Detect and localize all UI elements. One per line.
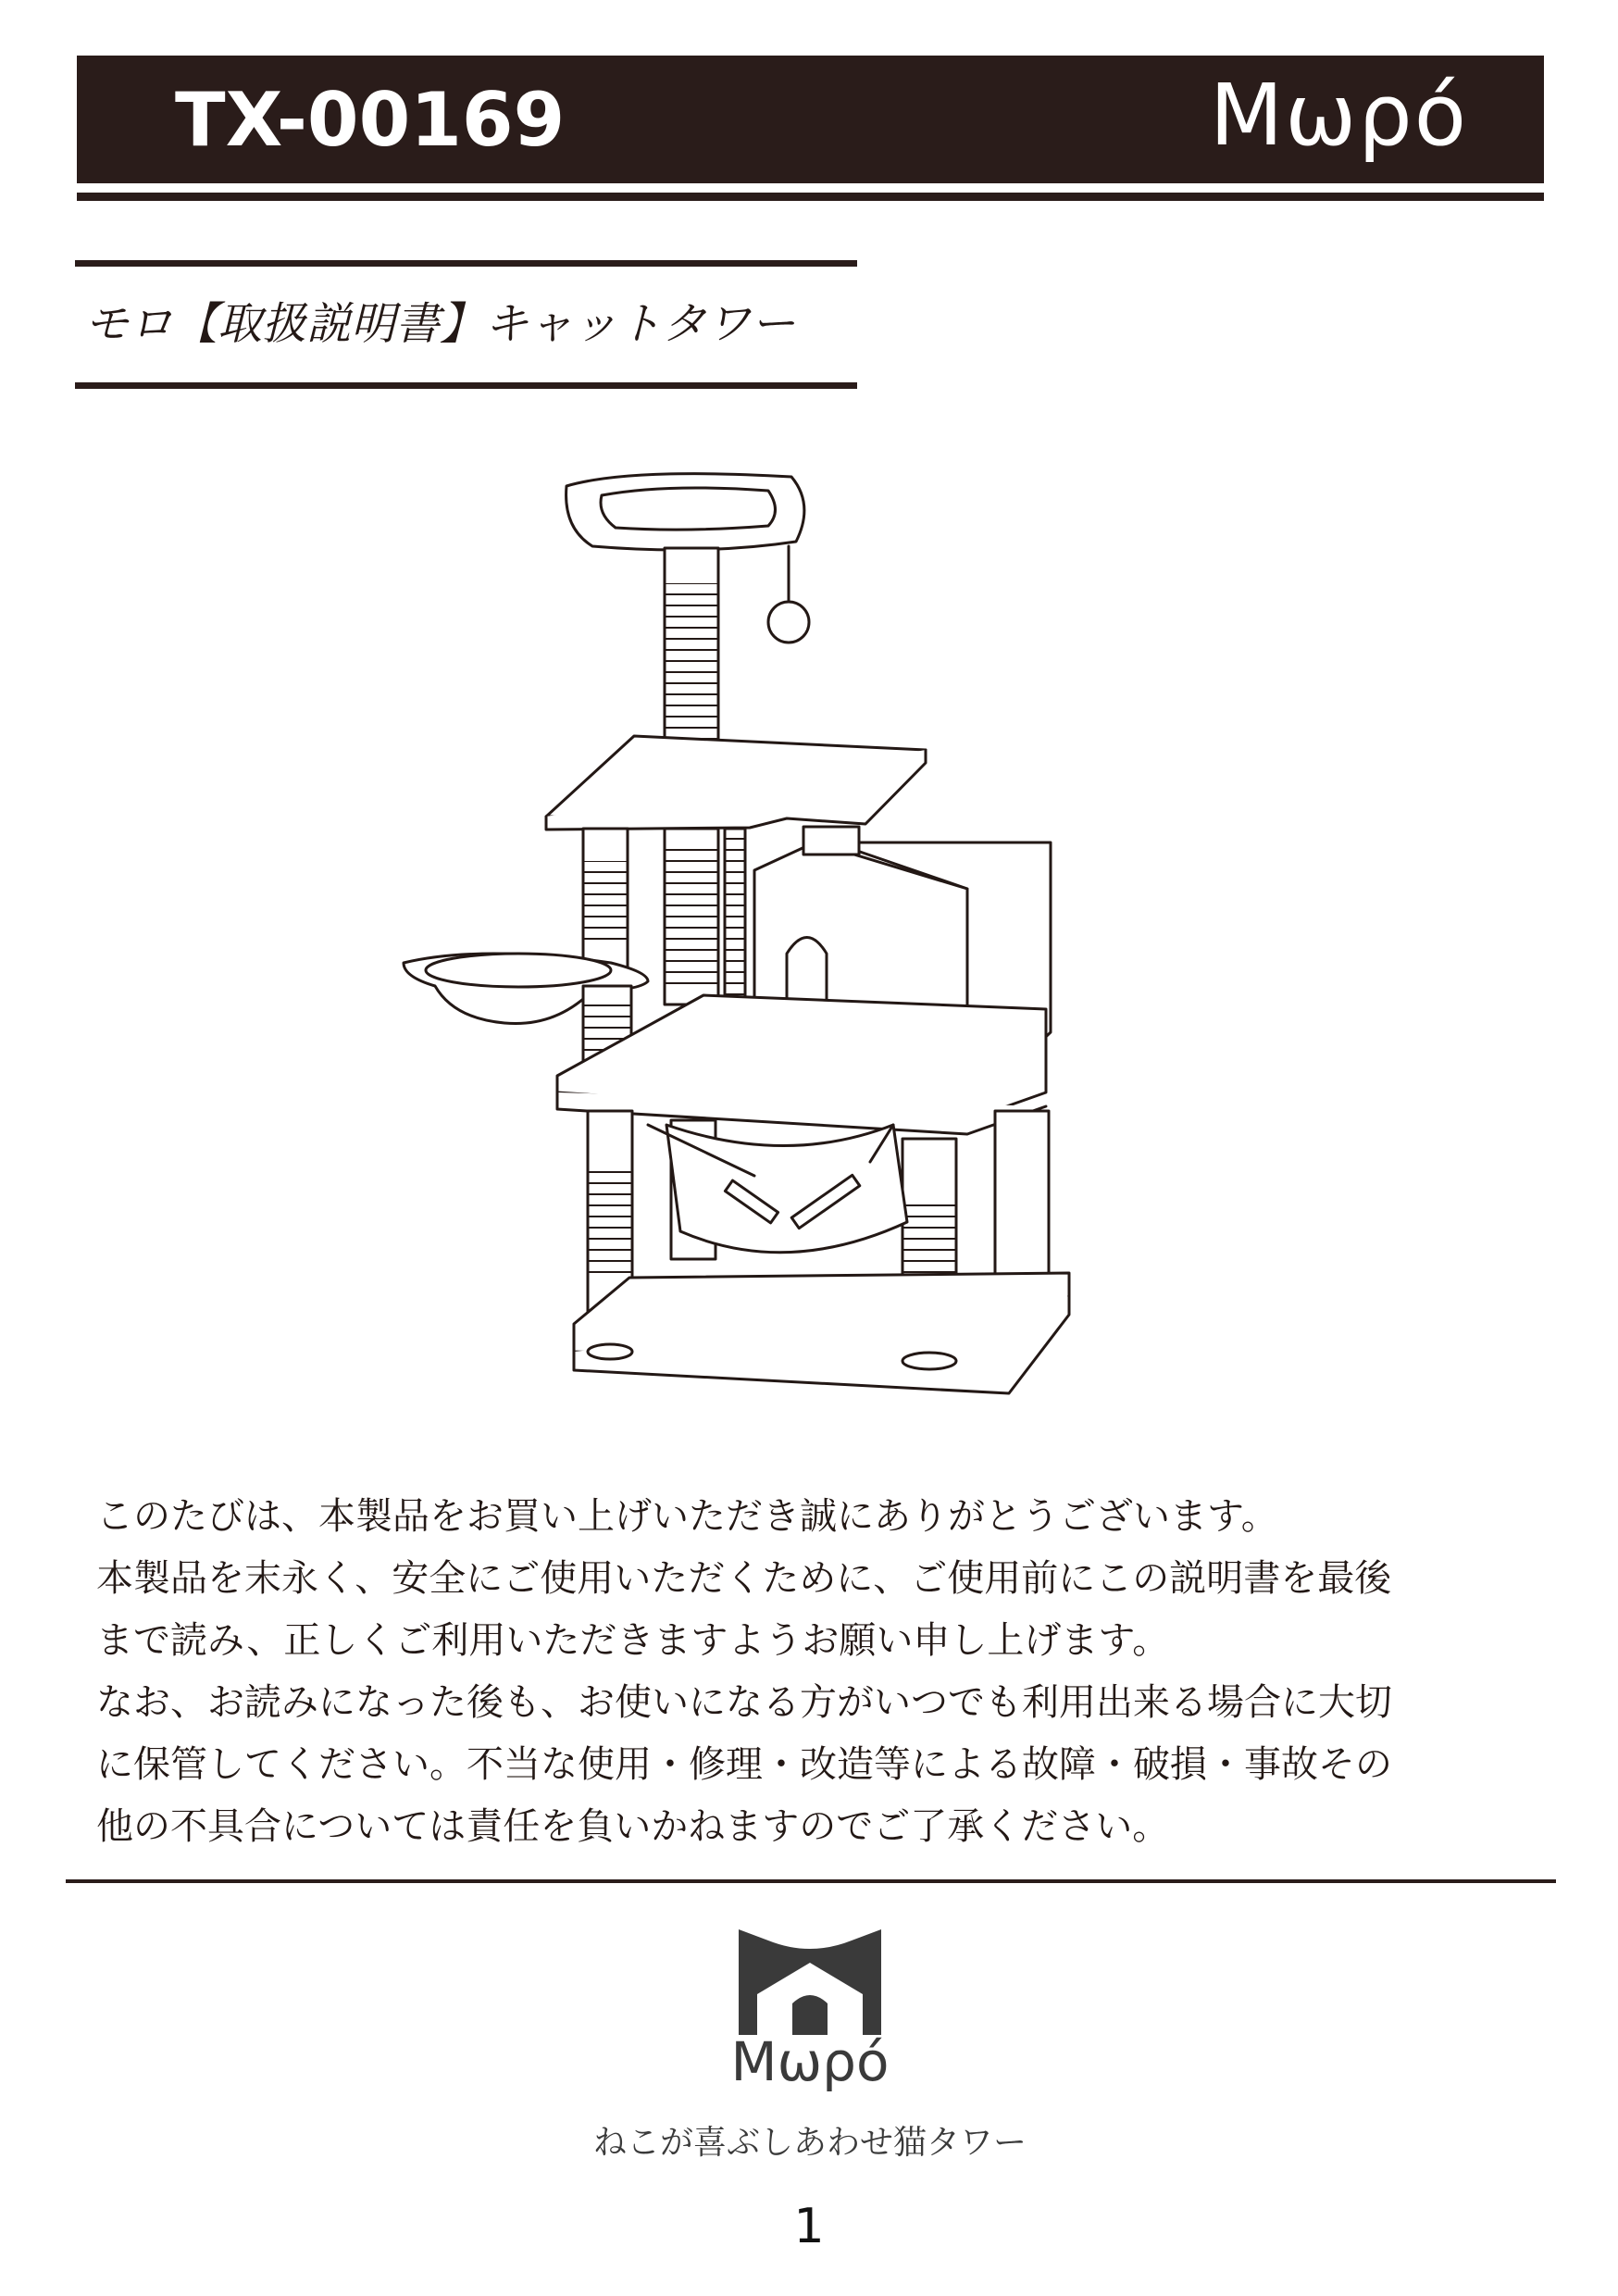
intro-line: 本製品を末永く、安全にご使用いただくために、ご使用前にこの説明書を最後 (96, 1557, 1392, 1600)
hanging-ball (768, 602, 809, 643)
header-bar (77, 56, 1544, 183)
intro-line: なお、お読みになった後も、お使いになる方がいつでも利用出来る場合に大切 (96, 1681, 1392, 1724)
document-title: モロ【取扱説明書】キャットタワー (84, 298, 796, 350)
cat-house-logo-icon (731, 1926, 889, 2037)
intro-line: まで読み、正しくご利用いただきますようお願い申し上げます。 (96, 1619, 1170, 1662)
spring-post (725, 829, 745, 1004)
brand-name-header: Mωρό (1209, 66, 1468, 165)
footer-rule (66, 1879, 1556, 1883)
hammock (666, 1125, 907, 1253)
post-rear-right (995, 1111, 1049, 1296)
header-underline (77, 193, 1544, 201)
cat-tower-illustration (389, 463, 1092, 1426)
brand-name-footer: Mωρό (730, 2030, 890, 2093)
model-code: TX-00169 (175, 77, 566, 163)
intro-text (96, 1486, 1503, 1858)
page-number: 1 (793, 2199, 825, 2254)
intro-line: に保管してください。不当な使用・修理・改造等による故障・破損・事故その (96, 1743, 1392, 1786)
intro-line: 他の不具合については責任を負いかねますのでご了承ください。 (96, 1805, 1170, 1848)
hut-top-post (803, 827, 859, 855)
title-rule-bottom (75, 382, 857, 389)
intro-line: このたびは、本製品をお買い上げいただき誠にありがとうございます。 (96, 1495, 1278, 1538)
title-rule-top (75, 260, 857, 267)
top-bed-cushion (601, 488, 776, 530)
tagline: ねこが喜ぶしあわせ猫タワー (592, 2124, 1027, 2162)
